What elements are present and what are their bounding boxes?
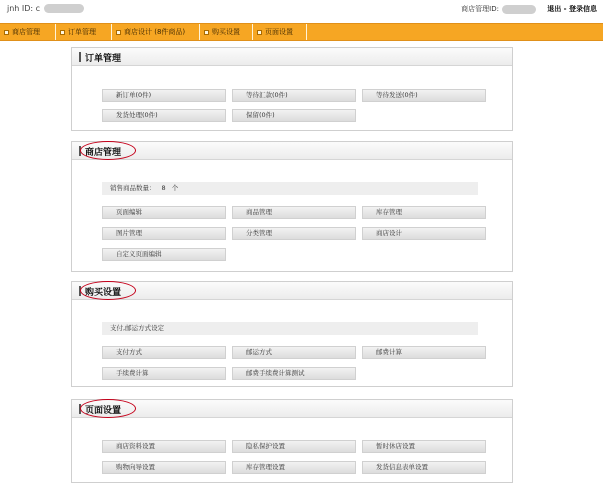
annotation-circle: [80, 399, 136, 418]
page-edit-button[interactable]: 页面编辑: [102, 206, 226, 219]
redacted-user-id: [44, 4, 84, 13]
handling-fee-button[interactable]: 手续费计算: [102, 367, 226, 380]
order-management-panel: [71, 47, 513, 131]
top-bar: [0, 0, 603, 18]
tab-bullet-icon: [204, 30, 209, 35]
temporary-closure-button[interactable]: 暂时休店设置: [362, 440, 486, 453]
store-design-button[interactable]: 商店设计: [362, 227, 486, 240]
panel-title: 页面设置: [85, 406, 122, 416]
nav-filler: [307, 24, 603, 40]
fee-calculation-test-button[interactable]: 邮费手续费计算测试: [232, 367, 356, 380]
privacy-settings-button[interactable]: 隐私保护设置: [232, 440, 356, 453]
tab-label: 订单管理: [68, 28, 96, 36]
tab-page-settings[interactable]: [253, 24, 307, 40]
annotation-circle: [80, 281, 136, 300]
user-id-label: jnh ID:: [7, 4, 34, 13]
tab-bullet-icon: [257, 30, 262, 35]
product-count-label: 销售商品数量：: [110, 184, 156, 192]
custom-page-edit-button[interactable]: 自定义页面编辑: [102, 248, 226, 261]
product-management-button[interactable]: 商品管理: [232, 206, 356, 219]
shipping-method-button[interactable]: 邮运方式: [232, 346, 356, 359]
user-id: [7, 4, 84, 13]
annotation-circle: [80, 141, 136, 160]
store-profile-settings-button[interactable]: 商店资料设置: [102, 440, 226, 453]
tab-purchase-settings[interactable]: [200, 24, 253, 40]
login-info-link[interactable]: 登录信息: [569, 5, 597, 13]
product-count-info: [102, 182, 478, 195]
inventory-settings-button[interactable]: 库存管理设置: [232, 461, 356, 474]
link-separator: -: [561, 5, 569, 13]
tab-store-design[interactable]: [112, 24, 200, 40]
main-nav: [0, 23, 603, 41]
product-count-value: 8: [161, 184, 166, 192]
shipping-processing-button[interactable]: 发货处理(0件): [102, 109, 226, 122]
tab-store-management[interactable]: [0, 24, 56, 40]
shipping-fee-button[interactable]: 邮费计算: [362, 346, 486, 359]
awaiting-payment-button[interactable]: 等待汇款(0件): [232, 89, 356, 102]
new-orders-button[interactable]: 新订单(0件): [102, 89, 226, 102]
shopping-guide-settings-button[interactable]: 购物向导设置: [102, 461, 226, 474]
page-settings-panel: [71, 399, 513, 483]
panel-header: [72, 142, 512, 160]
panel-title: 购买设置: [85, 288, 122, 298]
tab-label: 商店设计 (8件商品): [124, 28, 186, 36]
payment-method-button[interactable]: 支付方式: [102, 346, 226, 359]
store-id-label: 商店管理ID:: [461, 5, 499, 13]
tab-bullet-icon: [4, 30, 9, 35]
tab-label: 商店管理: [12, 28, 40, 36]
category-management-button[interactable]: 分类管理: [232, 227, 356, 240]
awaiting-shipment-button[interactable]: 等待发送(0件): [362, 89, 486, 102]
tab-bullet-icon: [60, 30, 65, 35]
store-management-panel: [71, 141, 513, 272]
panel-header: [72, 48, 512, 66]
panel-header: [72, 282, 512, 300]
product-count-unit: 个: [171, 184, 179, 192]
payment-shipping-info: 支付,邮运方式设定: [102, 322, 478, 335]
panel-header: [72, 400, 512, 418]
redacted-store-id: [502, 5, 536, 14]
panel-title: 订单管理: [85, 54, 122, 64]
panel-title: 商店管理: [85, 148, 122, 158]
image-management-button[interactable]: 图片管理: [102, 227, 226, 240]
tab-label: 购买设置: [212, 28, 240, 36]
on-hold-button[interactable]: 保留(0件): [232, 109, 356, 122]
tab-order-management[interactable]: [56, 24, 112, 40]
inventory-management-button[interactable]: 库存管理: [362, 206, 486, 219]
account-links: [461, 4, 597, 14]
tab-label: 页面设置: [265, 28, 293, 36]
logout-link[interactable]: 退出: [547, 5, 562, 13]
tab-bullet-icon: [116, 30, 121, 35]
shipping-form-settings-button[interactable]: 发货信息表单设置: [362, 461, 486, 474]
header-bar-icon: [79, 52, 81, 62]
user-id-prefix: c: [35, 4, 41, 13]
purchase-settings-panel: [71, 281, 513, 387]
